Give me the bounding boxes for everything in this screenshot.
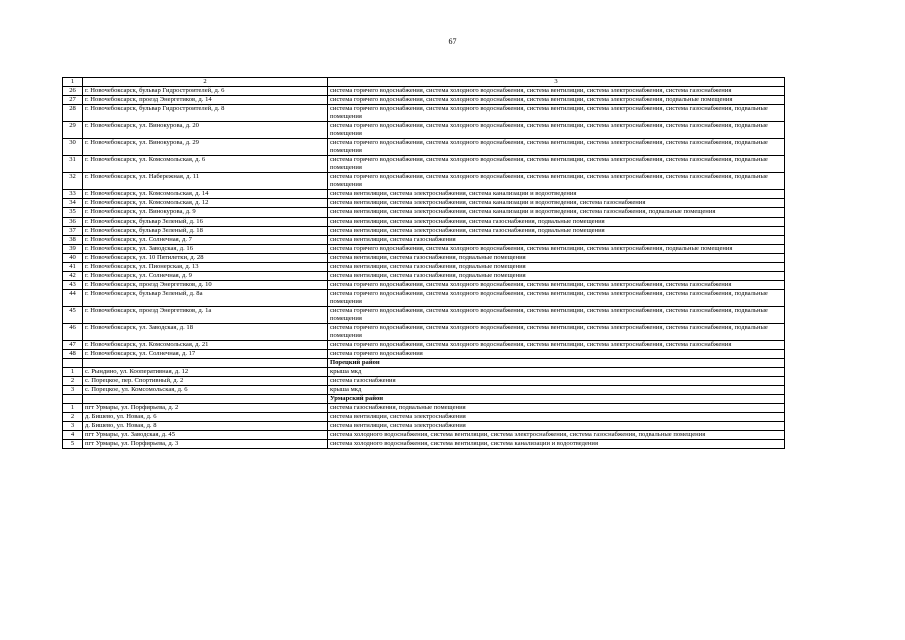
row-number: 28 [63, 105, 83, 122]
row-number: 48 [63, 349, 83, 358]
row-address: с. Порецкое, пер. Спортивный, д. 2 [83, 377, 328, 386]
row-address: г. Новочебоксарск, ул. Пионерская, д. 13 [83, 262, 328, 271]
row-systems: система горячего водоснабжения, система холодного водоснабжения, система вентиляции, система электроснабжения, система газоснабжения, подвальные помещения [328, 289, 785, 306]
row-systems: крыша мкд [328, 386, 785, 395]
row-address: г. Новочебоксарск, ул. Винокурова, д. 29 [83, 139, 328, 156]
row-number: 30 [63, 139, 83, 156]
row-systems: система горячего водоснабжения, система холодного водоснабжения, система вентиляции, система электроснабжения, подвальные помещения [328, 96, 785, 105]
section-row [63, 395, 785, 404]
row-address: г. Новочебоксарск, бульвар Гидростроителей, д. 8 [83, 105, 328, 122]
page-number: 67 [448, 37, 457, 46]
table-row [63, 404, 785, 413]
section-empty-cell [63, 359, 83, 368]
table-row [63, 431, 785, 440]
table-row [63, 244, 785, 253]
row-systems: система газоснабжения [328, 377, 785, 386]
section-empty-cell [83, 395, 328, 404]
row-systems: система горячего водоснабжения, система холодного водоснабжения, система вентиляции, система электроснабжения, система газоснабжения, подвальные помещения [328, 139, 785, 156]
row-address: с. Рындино, ул. Кооперативная, д. 12 [83, 368, 328, 377]
row-address: г. Новочебоксарск, ул. Комсомольская, д. 12 [83, 199, 328, 208]
row-number: 45 [63, 306, 83, 323]
section-empty-cell [83, 359, 328, 368]
table-row [63, 208, 785, 217]
row-number: 34 [63, 199, 83, 208]
row-number: 2 [63, 377, 83, 386]
row-number: 1 [63, 368, 83, 377]
table-row [63, 386, 785, 395]
objects-table [62, 77, 785, 449]
row-systems: система холодного водоснабжения, система вентиляции, система канализации и водоотведения [328, 440, 785, 449]
objects-table-body [63, 78, 785, 449]
table-row [63, 235, 785, 244]
row-address: г. Новочебоксарск, бульвар Зеленый, д. 18 [83, 226, 328, 235]
table-row [63, 340, 785, 349]
row-systems: система горячего водоснабжения, система холодного водоснабжения, система вентиляции, система электроснабжения, система газоснабжения, подвальные помещения [328, 306, 785, 323]
row-address: д. Бишево, ул. Новая, д. 8 [83, 422, 328, 431]
table-row [63, 139, 785, 156]
table-row [63, 253, 785, 262]
table-row [63, 377, 785, 386]
row-systems: система вентиляции, система газоснабжения, подвальные помещения [328, 271, 785, 280]
row-systems: система вентиляции, система электроснабжения, система канализации и водоотведения, система газоснабжения [328, 199, 785, 208]
table-row [63, 271, 785, 280]
row-number: 27 [63, 96, 83, 105]
row-address: г. Новочебоксарск, бульвар Гидростроителей, д. 6 [83, 87, 328, 96]
row-number: 29 [63, 122, 83, 139]
column-number-row [63, 78, 785, 87]
row-number: 39 [63, 244, 83, 253]
section-title: Порецкий район [328, 359, 785, 368]
table-row [63, 289, 785, 306]
row-systems: система вентиляции, система электроснабжения [328, 413, 785, 422]
row-address: г. Новочебоксарск, ул. Солнечная, д. 7 [83, 235, 328, 244]
table-row [63, 306, 785, 323]
column-header-3: 3 [328, 78, 785, 87]
row-number: 40 [63, 253, 83, 262]
row-address: г. Новочебоксарск, ул. Заводская, д. 16 [83, 244, 328, 253]
row-address: г. Новочебоксарск, ул. Заводская, д. 18 [83, 323, 328, 340]
table-row [63, 217, 785, 226]
row-address: г. Новочебоксарск, ул. Набережная, д. 11 [83, 173, 328, 190]
row-address: г. Новочебоксарск, проезд Энергетиков, д. 14 [83, 96, 328, 105]
column-header-1: 1 [63, 78, 83, 87]
row-number: 36 [63, 217, 83, 226]
row-address: д. Бишево, ул. Новая, д. 6 [83, 413, 328, 422]
table-row [63, 173, 785, 190]
row-systems: система горячего водоснабжения, система холодного водоснабжения, система вентиляции, система электроснабжения, система газоснабжения [328, 87, 785, 96]
row-number: 5 [63, 440, 83, 449]
row-systems: система вентиляции, система газоснабжения [328, 235, 785, 244]
row-systems: система горячего водоснабжения, система холодного водоснабжения, система вентиляции, система электроснабжения, система газоснабжения [328, 340, 785, 349]
row-number: 2 [63, 413, 83, 422]
row-number: 43 [63, 280, 83, 289]
row-number: 26 [63, 87, 83, 96]
row-systems: система холодного водоснабжения, система вентиляции, система электроснабжения, система газоснабжения, подвальные помещения [328, 431, 785, 440]
table-row [63, 280, 785, 289]
row-systems: система горячего водоснабжения, система холодного водоснабжения, система вентиляции, система электроснабжения, система газоснабжения, подвальные помещения [328, 173, 785, 190]
row-address: с. Порецкое, ул. Комсомольская, д. 6 [83, 386, 328, 395]
table-row [63, 87, 785, 96]
row-systems: система вентиляции, система электроснабжения, система газоснабжения, подвальные помещения [328, 217, 785, 226]
row-number: 31 [63, 156, 83, 173]
row-address: г. Новочебоксарск, бульвар Зеленый, д. 16 [83, 217, 328, 226]
table-row [63, 96, 785, 105]
row-number: 47 [63, 340, 83, 349]
row-address: г. Новочебоксарск, ул. Винокурова, д. 9 [83, 208, 328, 217]
row-number: 35 [63, 208, 83, 217]
table-row [63, 368, 785, 377]
row-address: г. Новочебоксарск, ул. 10 Пятилетки, д. 28 [83, 253, 328, 262]
section-title: Урмарский район [328, 395, 785, 404]
table-row [63, 199, 785, 208]
row-systems: система горячего водоснабжения, система холодного водоснабжения, система вентиляции, система электроснабжения, система газоснабжения, подвальные помещения [328, 156, 785, 173]
row-systems: система горячего водоснабжения [328, 349, 785, 358]
row-address: г. Новочебоксарск, бульвар Зеленый, д. 8а [83, 289, 328, 306]
table-row [63, 156, 785, 173]
row-number: 4 [63, 431, 83, 440]
table-row [63, 349, 785, 358]
row-systems: система вентиляции, система электроснабжения, система газоснабжения, подвальные помещения [328, 226, 785, 235]
table-row [63, 105, 785, 122]
row-systems: система горячего водоснабжения, система холодного водоснабжения, система вентиляции, система электроснабжения, система газоснабжения, подвальные помещения [328, 105, 785, 122]
table-row [63, 226, 785, 235]
row-address: пгт Урмары, ул. Порфирьева, д. 3 [83, 440, 328, 449]
table-row [63, 413, 785, 422]
row-number: 33 [63, 190, 83, 199]
row-address: г. Новочебоксарск, проезд Энергетиков, д. 1а [83, 306, 328, 323]
row-systems: система горячего водоснабжения, система холодного водоснабжения, система вентиляции, система электроснабжения, система газоснабжения [328, 280, 785, 289]
row-number: 46 [63, 323, 83, 340]
row-number: 42 [63, 271, 83, 280]
row-systems: крыша мкд [328, 368, 785, 377]
row-number: 44 [63, 289, 83, 306]
row-number: 38 [63, 235, 83, 244]
table-row [63, 440, 785, 449]
row-systems: система газоснабжения, подвальные помещения [328, 404, 785, 413]
table-row [63, 422, 785, 431]
section-row [63, 359, 785, 368]
table-row [63, 323, 785, 340]
section-empty-cell [63, 395, 83, 404]
row-address: г. Новочебоксарск, ул. Винокурова, д. 20 [83, 122, 328, 139]
row-address: г. Новочебоксарск, ул. Солнечная, д. 9 [83, 271, 328, 280]
row-address: пгт Урмары, ул. Заводская, д. 45 [83, 431, 328, 440]
row-address: г. Новочебоксарск, ул. Комсомольская, д. 6 [83, 156, 328, 173]
row-systems: система вентиляции, система электроснабжения [328, 422, 785, 431]
row-address: г. Новочебоксарск, проезд Энергетиков, д. 10 [83, 280, 328, 289]
row-number: 3 [63, 386, 83, 395]
row-systems: система вентиляции, система электроснабжения, система канализации и водоотведения, система газоснабжения, подвальные помещения [328, 208, 785, 217]
row-address: пгт Урмары, ул. Порфирьева, д. 2 [83, 404, 328, 413]
row-address: г. Новочебоксарск, ул. Комсомольская, д. 21 [83, 340, 328, 349]
row-address: г. Новочебоксарск, ул. Солнечная, д. 17 [83, 349, 328, 358]
row-address: г. Новочебоксарск, ул. Комсомольская, д. 14 [83, 190, 328, 199]
row-systems: система вентиляции, система электроснабжения, система канализации и водоотведения [328, 190, 785, 199]
row-systems: система вентиляции, система газоснабжения, подвальные помещения [328, 253, 785, 262]
row-number: 3 [63, 422, 83, 431]
table-row [63, 262, 785, 271]
row-systems: система вентиляции, система газоснабжения, подвальные помещения [328, 262, 785, 271]
table-row [63, 122, 785, 139]
row-number: 37 [63, 226, 83, 235]
table-row [63, 190, 785, 199]
row-systems: система горячего водоснабжения, система холодного водоснабжения, система вентиляции, система электроснабжения, система газоснабжения, подвальные помещения [328, 122, 785, 139]
row-systems: система горячего водоснабжения, система холодного водоснабжения, система вентиляции, система электроснабжения, подвальные помещения [328, 244, 785, 253]
row-number: 1 [63, 404, 83, 413]
row-systems: система горячего водоснабжения, система холодного водоснабжения, система вентиляции, система электроснабжения, система газоснабжения, подвальные помещения [328, 323, 785, 340]
row-number: 32 [63, 173, 83, 190]
row-number: 41 [63, 262, 83, 271]
column-header-2: 2 [83, 78, 328, 87]
